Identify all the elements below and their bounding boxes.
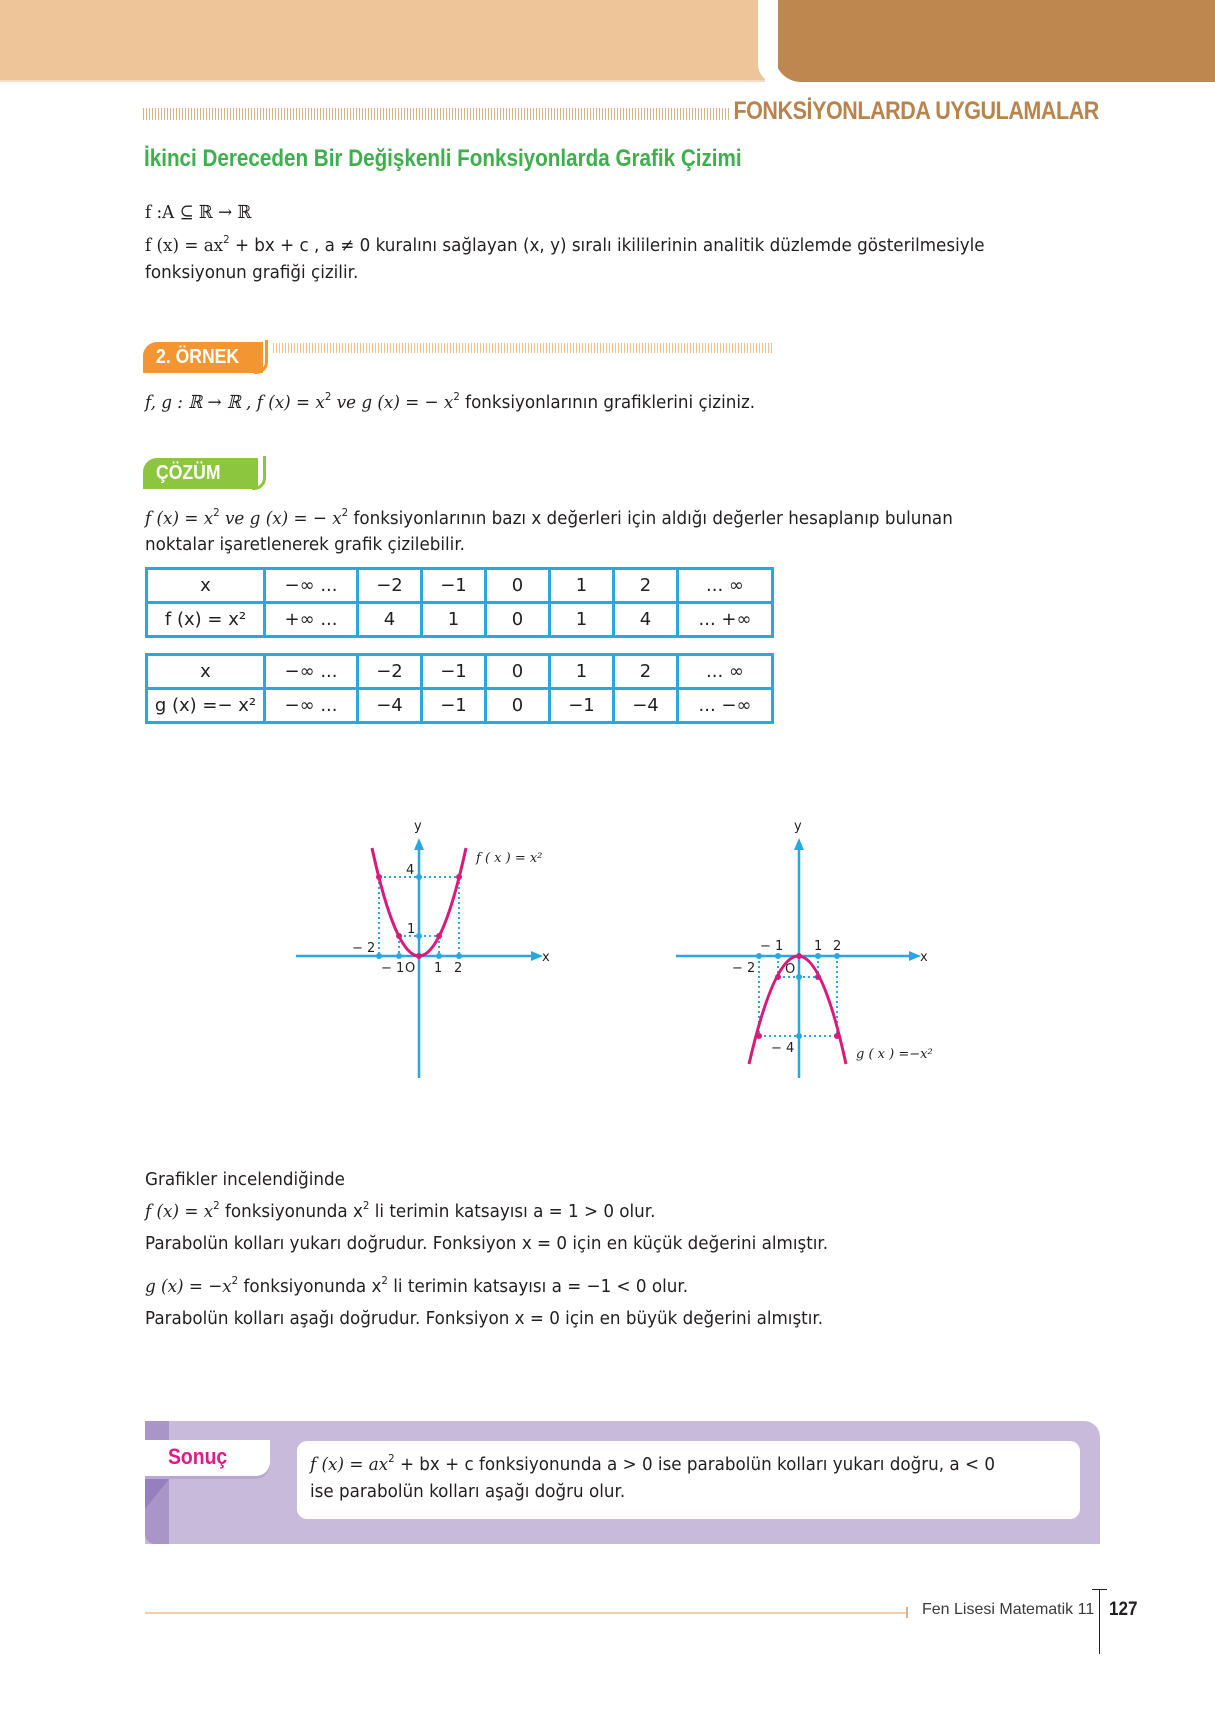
table-cell: −4	[358, 689, 422, 723]
tick-label: 1	[407, 922, 416, 937]
x-axis-label: x	[920, 950, 928, 965]
x-axis-label: x	[542, 950, 550, 965]
header-band-separator	[758, 0, 778, 84]
origin-label: O	[405, 961, 416, 976]
origin-label: O	[785, 962, 796, 977]
header-band-right	[775, 0, 1215, 82]
tick-label: 2	[454, 961, 463, 976]
value-table-g	[145, 653, 774, 724]
solution-badge-curl	[252, 456, 266, 490]
section-title: İkinci Dereceden Bir Değişkenli Fonksiyonlarda Grafik Çizimi	[144, 145, 742, 172]
table-cell: −∞ ...	[265, 569, 358, 603]
table-cell: 1	[422, 603, 486, 637]
graph-g	[670, 800, 960, 1090]
solution-badge: ÇÖZÜM	[143, 458, 258, 489]
tick-label: − 2	[732, 961, 756, 976]
table-cell: ... ∞	[678, 655, 773, 689]
analysis-intro: Grafikler incelendiğinde	[145, 1169, 345, 1190]
table-cell: 2	[614, 569, 678, 603]
example-question: f, g : ℝ → ℝ , f $(x) = x^2$ ve g (x) = − $x^2$ fonksiyonlarının grafiklerini çiziniz.	[145, 390, 756, 413]
y-axis-label: y	[414, 819, 422, 834]
example-badge: 2. ÖRNEK	[143, 342, 263, 373]
table-cell: −1	[550, 689, 614, 723]
curve-label: f ( x ) = x²	[476, 851, 543, 866]
table-cell: −1	[422, 655, 486, 689]
table-cell: 1	[550, 655, 614, 689]
book-title: Fen Lisesi Matematik 11	[922, 1601, 1095, 1618]
footer-rule-end	[906, 1607, 908, 1618]
analysis-f-conclusion: Parabolün kolları yukarı doğrudur. Fonksiyon x = 0 için en küçük değerini almıştır.	[145, 1233, 829, 1254]
decorative-stripes	[143, 108, 730, 120]
chapter-title: FONKSİYONLARDA UYGULAMALAR	[733, 97, 1099, 125]
example-stripes	[273, 343, 773, 353]
footer-rule	[145, 1612, 908, 1614]
parabola-g	[749, 956, 846, 1064]
tick-label: 1	[434, 961, 443, 976]
axes	[296, 845, 535, 1078]
table-row	[147, 655, 773, 689]
table-cell: 0	[486, 603, 550, 637]
chapter-header	[143, 96, 1103, 126]
y-axis-arrow-icon	[414, 838, 424, 850]
tick-label: − 1	[760, 939, 784, 954]
tick-label: − 4	[771, 1041, 795, 1056]
table-cell: g (x) =− x²	[147, 689, 265, 723]
header-band-left	[0, 0, 765, 82]
table-cell: 4	[358, 603, 422, 637]
table-cell: 2	[614, 655, 678, 689]
solution-text: f $(x) = x^2$ ve g (x) = − $x^2$ fonksiyonlarının bazı x değerleri için aldığı değerler hesaplanıp bulunan	[145, 506, 953, 529]
table-cell: ... +∞	[678, 603, 773, 637]
table-cell: 0	[486, 689, 550, 723]
analysis-f: f $(x) = x^2$ fonksiyonunda $x^2$ li terimin katsayısı a = 1 > 0 olur.	[145, 1199, 656, 1222]
analysis-g-conclusion: Parabolün kolları aşağı doğrudur. Fonksiyon x = 0 için en büyük değerini almıştır.	[145, 1308, 824, 1329]
table-cell: ... ∞	[678, 569, 773, 603]
conclusion-text: f $(x) = ax^2$ + bx + c fonksiyonunda a > 0 ise parabolün kolları yukarı doğru, a < 0 ise parabolün kolları aşağı doğru olur.	[297, 1441, 1080, 1519]
conclusion-label-tab	[145, 1440, 270, 1476]
table-cell: −2	[358, 569, 422, 603]
tick-label: 2	[833, 939, 842, 954]
table-cell: 0	[486, 655, 550, 689]
table-cell: x	[147, 569, 265, 603]
tick-label: − 2	[352, 941, 376, 956]
table-cell: f (x) = x²	[147, 603, 265, 637]
page-number: 127	[1109, 1599, 1138, 1620]
table-row	[147, 603, 773, 637]
intro-definition-cont: fonksiyonun grafiği çizilir.	[145, 262, 359, 283]
intro-definition: f $(x) = ax^2$ + bx + c , a ≠ 0 kuralını sağlayan (x, y) sıralı ikililerinin analitik düzlemde gösterilmesiyle	[145, 233, 985, 256]
y-axis-arrow-icon	[794, 838, 804, 850]
tick-label: 4	[406, 863, 415, 878]
table-cell: x	[147, 655, 265, 689]
table-cell: 1	[550, 603, 614, 637]
tick-label: 1	[814, 939, 823, 954]
footer-divider	[1099, 1590, 1100, 1654]
table-cell: 0	[486, 569, 550, 603]
table-cell: −1	[422, 569, 486, 603]
table-cell: −1	[422, 689, 486, 723]
table-cell: −∞ ...	[265, 689, 358, 723]
table-cell: 1	[550, 569, 614, 603]
table-row	[147, 689, 773, 723]
conclusion-fold	[145, 1479, 169, 1509]
intro-domain: f :A ⊆ ℝ → ℝ	[145, 202, 252, 223]
table-cell: −4	[614, 689, 678, 723]
curve-label: g ( x ) =−x²	[856, 1047, 933, 1062]
y-axis-label: y	[794, 819, 802, 834]
table-cell: −∞ ...	[265, 655, 358, 689]
solution-text-cont: noktalar işaretlenerek grafik çizilebilir.	[145, 534, 465, 555]
table-cell: ... −∞	[678, 689, 773, 723]
table-cell: +∞ ...	[265, 603, 358, 637]
conclusion-label: Sonuç	[168, 1444, 228, 1469]
table-cell: −2	[358, 655, 422, 689]
table-row	[147, 569, 773, 603]
graph-f	[290, 800, 590, 1090]
example-badge-curl	[254, 340, 268, 374]
value-table-f	[145, 567, 774, 638]
table-cell: 4	[614, 603, 678, 637]
analysis-g: g $(x) = -x^2$ fonksiyonunda $x^2$ li terimin katsayısı a = −1 < 0 olur.	[145, 1274, 689, 1297]
tick-label: − 1	[381, 961, 405, 976]
